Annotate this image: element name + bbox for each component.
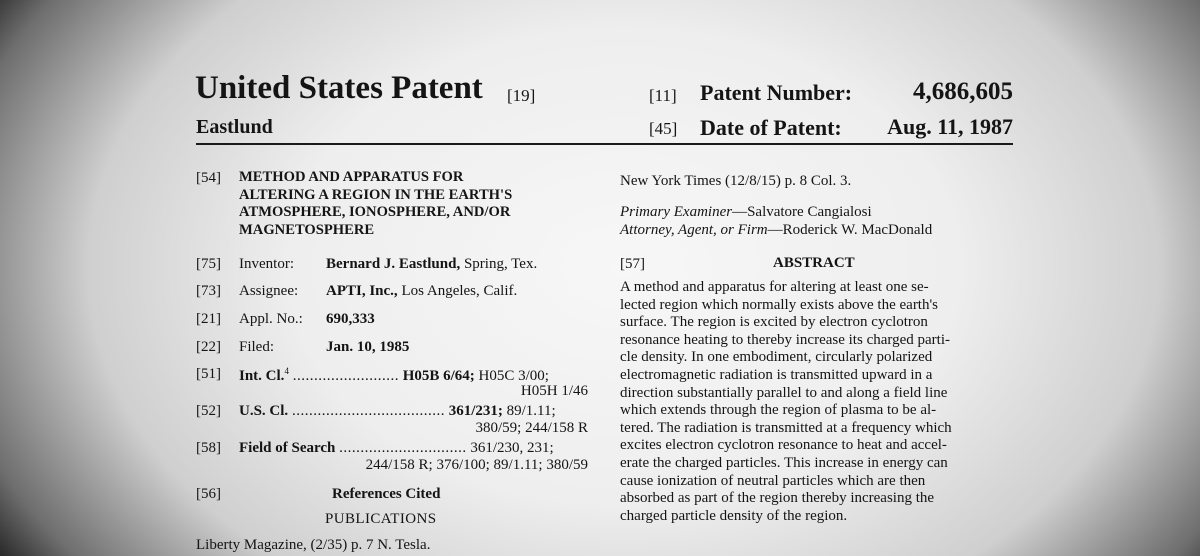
intcl-code: [51]	[196, 366, 221, 382]
abstract-code: [57]	[620, 256, 645, 272]
uscl-label: U.S. Cl.	[239, 403, 289, 419]
title-code: [19]	[507, 86, 536, 105]
appl-number: 690,333	[326, 311, 375, 327]
abstract-line: cause ionization of neutral particles which are then	[620, 472, 926, 489]
field-of-search-values: 361/230, 231;	[470, 440, 554, 456]
references-heading: References Cited	[332, 486, 441, 502]
inventor-surname: Eastlund	[196, 116, 273, 138]
filed-date: Jan. 10, 1985	[326, 339, 410, 355]
publication-liberty: Liberty Magazine, (2/35) p. 7 N. Tesla.	[196, 537, 431, 553]
intcl-line-2: H05H 1/46	[520, 383, 588, 399]
header-divider	[196, 143, 1013, 145]
abstract-line: cle density. In one embodiment, circularly polarized	[620, 349, 933, 366]
abstract-line: excites electron cyclotron resonance to heat and accel-	[620, 437, 947, 454]
filed-label: Filed:	[239, 339, 275, 355]
inventor-label: Inventor:	[239, 256, 294, 272]
abstract-line: lected region which normally exists above the earth's	[620, 296, 939, 313]
examiner-name: —Salvatore Cangialosi	[732, 204, 872, 220]
field-of-search-line-2: 244/158 R; 376/100; 89/1.11; 380/59	[365, 457, 588, 473]
abstract-line: A method and apparatus for altering at least one se-	[620, 279, 929, 295]
intcl-edition: 4	[284, 366, 289, 376]
uscl-secondary: 89/1.11;	[506, 403, 556, 419]
inventor-field	[326, 256, 537, 273]
date-of-patent: Aug. 11, 1987	[887, 114, 1013, 139]
intcl-leader: .........................	[292, 368, 399, 384]
abstract-line: charged particle density of the region.	[620, 507, 848, 524]
field-of-search-label: Field of Search	[239, 440, 336, 456]
abstract-line: erate the charged particles. This increase in energy can	[620, 454, 948, 471]
assignee-label: Assignee:	[239, 283, 299, 299]
intcl-main: H05B 6/64;	[402, 368, 475, 384]
field-of-search-line	[239, 440, 554, 457]
title-field-code: [54]	[196, 170, 221, 186]
filed-code: [22]	[196, 339, 221, 355]
patent-office-title: United States Patent	[195, 70, 483, 106]
inventor-place: Spring, Tex.	[463, 256, 538, 272]
inventor-code: [75]	[196, 256, 221, 272]
appl-code: [21]	[196, 311, 221, 327]
abstract-line: which extends through the region of plasma to be al-	[620, 402, 937, 419]
appl-label: Appl. No.:	[239, 311, 303, 327]
invention-title-line: MAGNETOSPHERE	[239, 221, 375, 238]
abstract-line: resonance heating to thereby increase its charged parti-	[620, 331, 950, 348]
patent-number: 4,686,605	[913, 78, 1013, 105]
patent-number-code: [11]	[649, 86, 677, 105]
invention-title	[239, 169, 512, 239]
primary-examiner	[620, 204, 872, 221]
abstract-body	[620, 279, 1013, 525]
abstract-line: tered. The radiation is transmitted at a frequency which	[620, 419, 952, 436]
abstract-line: electromagnetic radiation is transmitted upward in a	[620, 366, 933, 383]
abstract-line: absorbed as part of the region thereby increasing the	[620, 490, 935, 507]
invention-title-line: ATMOSPHERE, IONOSPHERE, AND/OR	[239, 204, 511, 220]
inventor-name: Bernard J. Eastlund,	[326, 256, 461, 272]
publications-heading: PUBLICATIONS	[325, 511, 437, 527]
field-of-search-leader: ..............................	[339, 440, 467, 456]
uscl-leader: ....................................	[291, 403, 445, 419]
patent-number-label: Patent Number:	[700, 80, 853, 105]
abstract-heading: ABSTRACT	[773, 255, 855, 271]
date-of-patent-label: Date of Patent:	[700, 115, 842, 140]
attorney-name: —Roderick W. MacDonald	[767, 222, 933, 238]
abstract-line: surface. The region is excited by electron cyclotron	[620, 314, 928, 331]
publication-nyt: New York Times (12/8/15) p. 8 Col. 3.	[620, 173, 852, 189]
invention-title-line: METHOD AND APPARATUS FOR	[239, 169, 464, 185]
intcl-label: Int. Cl.	[239, 368, 285, 384]
intcl-secondary: H05C 3/00;	[478, 368, 549, 384]
uscl-line	[239, 403, 556, 420]
uscl-main: 361/231;	[448, 403, 503, 419]
references-code: [56]	[196, 486, 221, 502]
attorney-label: Attorney, Agent, or Firm	[620, 222, 768, 238]
invention-title-line: ALTERING A REGION IN THE EARTH'S	[239, 186, 513, 203]
assignee-place: Los Angeles, Calif.	[401, 283, 518, 299]
uscl-code: [52]	[196, 403, 221, 419]
date-code: [45]	[649, 119, 678, 138]
assignee-field	[326, 283, 517, 300]
assignee-code: [73]	[196, 283, 221, 299]
assignee-name: APTI, Inc.,	[326, 283, 398, 299]
uscl-line-2: 380/59; 244/158 R	[475, 420, 588, 436]
attorney	[620, 222, 932, 239]
examiner-label: Primary Examiner	[620, 204, 733, 220]
field-of-search-code: [58]	[196, 440, 221, 456]
abstract-line: direction substantially parallel to and along a field line	[620, 384, 948, 401]
